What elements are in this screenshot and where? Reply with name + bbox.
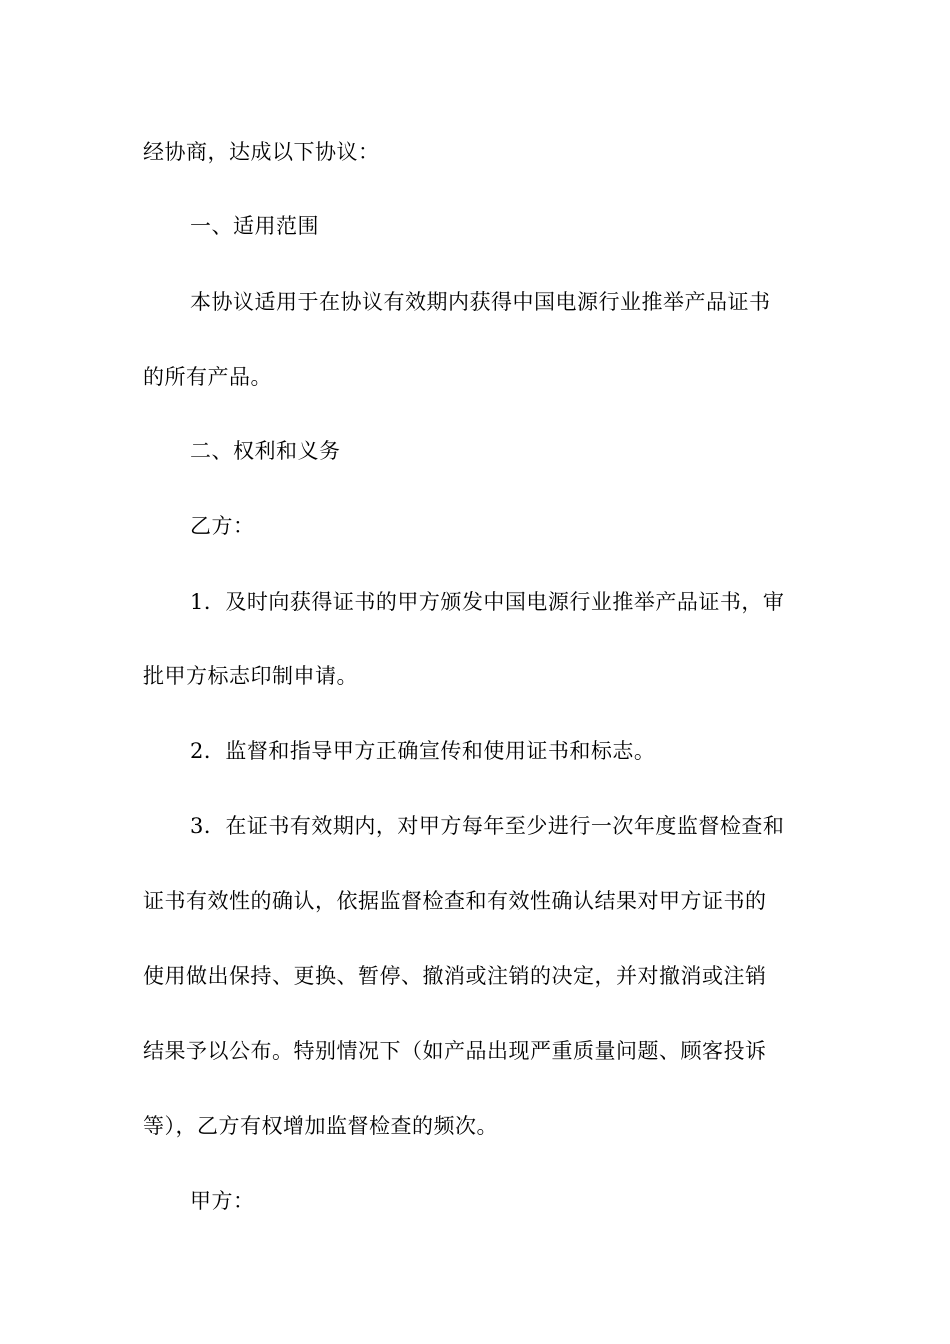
paragraph-scope-line-1: 本协议适用于在协议有效期内获得中国电源行业推举产品证书 [190, 290, 771, 314]
section-heading-scope: 一、适用范围 [190, 214, 319, 238]
item-2: 2．监督和指导甲方正确宣传和使用证书和标志。 [190, 739, 656, 763]
party-a-heading: 甲方： [190, 1189, 255, 1213]
item-1-line-2: 批甲方标志印制申请。 [143, 664, 358, 688]
item-1-line-1: 1．及时向获得证书的甲方颁发中国电源行业推举产品证书，审 [190, 590, 785, 614]
item-3-line-3: 使用做出保持、更换、暂停、撤消或注销的决定，并对撤消或注销 [143, 964, 767, 988]
item-3-line-5: 等），乙方有权增加监督检查的频次。 [143, 1114, 498, 1138]
item-3-line-2: 证书有效性的确认，依据监督检查和有效性确认结果对甲方证书的 [143, 889, 767, 913]
paragraph-scope-line-2: 的所有产品。 [143, 365, 272, 389]
paragraph-intro: 经协商，达成以下协议： [143, 140, 380, 164]
party-b-heading: 乙方： [190, 514, 255, 538]
item-3-line-4: 结果予以公布。特别情况下（如产品出现严重质量问题、顾客投诉 [143, 1039, 767, 1063]
item-3-line-1: 3．在证书有效期内，对甲方每年至少进行一次年度监督检查和 [190, 814, 785, 838]
section-heading-rights: 二、权利和义务 [190, 439, 341, 463]
